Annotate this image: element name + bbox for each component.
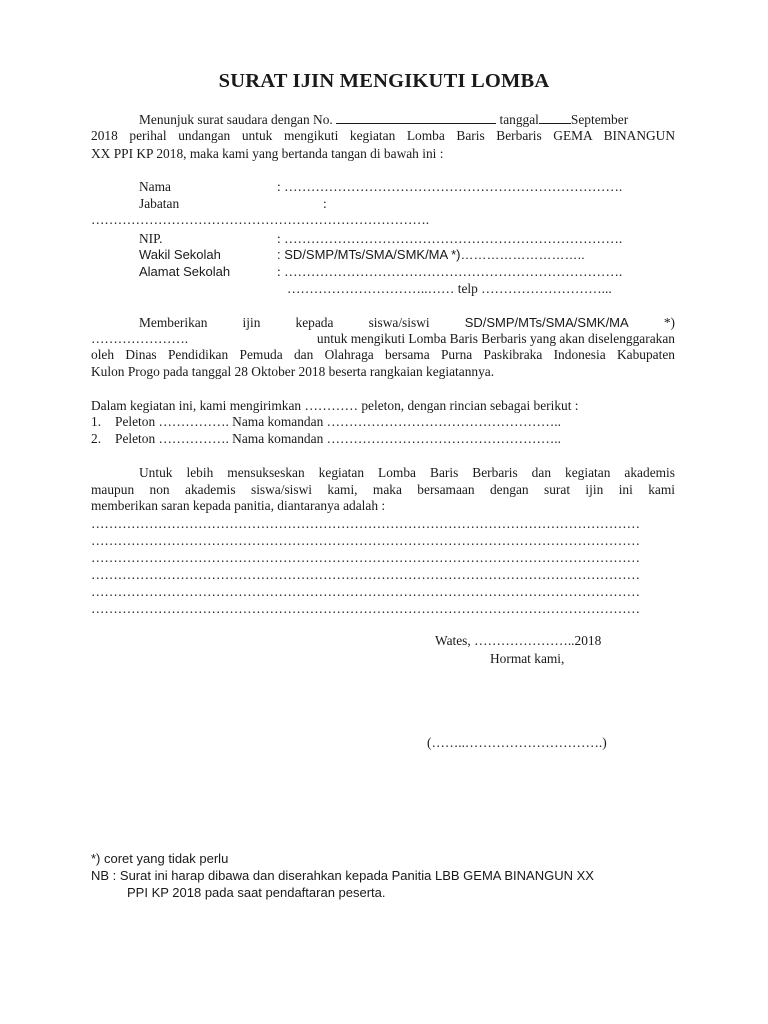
field-alamat-continuation: …………………………..…… telp ………………………... <box>287 281 612 296</box>
saran-line-2: maupun non akademis siswa/siswi kami, maka bersamaan dengan surat ijin ini kami <box>91 482 675 497</box>
memberikan-text: untuk mengikuti Lomba Baris Berbaris yang akan diselenggarakan <box>316 331 675 346</box>
peleton-intro: Dalam kegiatan ini, kami mengirimkan ………… peleton, dengan rincian sebagai berikut : <box>91 398 579 413</box>
letter-title: SURAT IJIN MENGIKUTI LOMBA <box>218 70 550 92</box>
peleton-item-num: 2. <box>91 431 102 446</box>
field-nama-label: Nama <box>139 179 171 194</box>
field-nama-value: : …………………………………………………………………. <box>277 179 623 194</box>
letter-number-blank <box>336 111 496 124</box>
memberikan-word: SD/SMP/MTs/SMA/SMK/MA <box>464 315 629 330</box>
saran-dotted-line: …………………………………………………………………………………………………………… <box>91 550 641 565</box>
field-jabatan-label: Jabatan <box>139 196 180 211</box>
field-alamat-label: Alamat Sekolah <box>139 264 231 279</box>
memberikan-word: ijin <box>242 315 261 330</box>
student-name-blank: …………………. <box>91 331 189 346</box>
field-wakil-value: : SD/SMP/MTs/SMA/SMK/MA *)……………………….. <box>277 247 585 262</box>
note-coret: *) coret yang tidak perlu <box>91 851 229 866</box>
saran-dotted-line: …………………………………………………………………………………………………………… <box>91 567 641 582</box>
intro-text-month: September <box>570 112 629 127</box>
memberikan-line-2 <box>91 331 675 347</box>
memberikan-word: kepada <box>295 315 334 330</box>
note-nb-line-2: PPI KP 2018 pada saat pendaftaran peserta. <box>127 885 386 900</box>
memberikan-line-3: oleh Dinas Pendidikan Pemuda dan Olahraga bersama Purna Paskibraka Indonesia Kabupaten <box>91 347 675 362</box>
place-date: Wates, …………………..2018 <box>435 633 602 648</box>
memberikan-word: Memberikan <box>139 315 208 330</box>
field-nip-label: NIP. <box>139 231 163 246</box>
peleton-item-num: 1. <box>91 414 102 429</box>
intro-text-no: Menunjuk surat saudara dengan No. <box>139 112 333 127</box>
field-alamat-value: : …………………………………………………………………. <box>277 264 623 279</box>
memberikan-line-4: Kulon Progo pada tanggal 28 Oktober 2018 beserta rangkaian kegiatannya. <box>91 364 495 379</box>
intro-line-1 <box>139 111 628 128</box>
field-jabatan-colon: : <box>323 196 327 211</box>
peleton-item-text: Peleton ……………. Nama komandan …………………………………………….. <box>115 414 561 429</box>
saran-dotted-line: …………………………………………………………………………………………………………… <box>91 601 641 616</box>
memberikan-word: siswa/siswi <box>368 315 430 330</box>
field-wakil-label: Wakil Sekolah <box>139 247 221 262</box>
peleton-item-text: Peleton ……………. Nama komandan …………………………………………….. <box>115 431 561 446</box>
closing-salutation: Hormat kami, <box>490 651 565 666</box>
memberikan-word: *) <box>663 315 675 330</box>
intro-line-3: XX PPI KP 2018, maka kami yang bertanda tangan di bawah ini : <box>91 146 444 161</box>
intro-line-2: 2018 perihal undangan untuk mengikuti kegiatan Lomba Baris Berbaris GEMA BINANGUN <box>91 128 675 143</box>
saran-line-3: memberikan saran kepada panitia, diantaranya adalah : <box>91 498 386 513</box>
saran-dotted-line: …………………………………………………………………………………………………………… <box>91 516 641 531</box>
date-blank <box>539 111 571 124</box>
field-jabatan-continuation: …………………………………………………………………. <box>91 212 430 227</box>
saran-dotted-line: …………………………………………………………………………………………………………… <box>91 584 641 599</box>
signature-name-line: (……..………………………….) <box>427 735 607 750</box>
memberikan-line-1 <box>139 315 675 331</box>
note-nb-line-1: NB : Surat ini harap dibawa dan diserahkan kepada Panitia LBB GEMA BINANGUN XX <box>91 868 594 883</box>
saran-line-1: Untuk lebih mensukseskan kegiatan Lomba Baris Berbaris dan kegiatan akademis <box>139 465 675 480</box>
field-nip-value: : …………………………………………………………………. <box>277 231 623 246</box>
intro-text-tanggal: tanggal <box>499 112 539 127</box>
saran-dotted-line: …………………………………………………………………………………………………………… <box>91 533 641 548</box>
